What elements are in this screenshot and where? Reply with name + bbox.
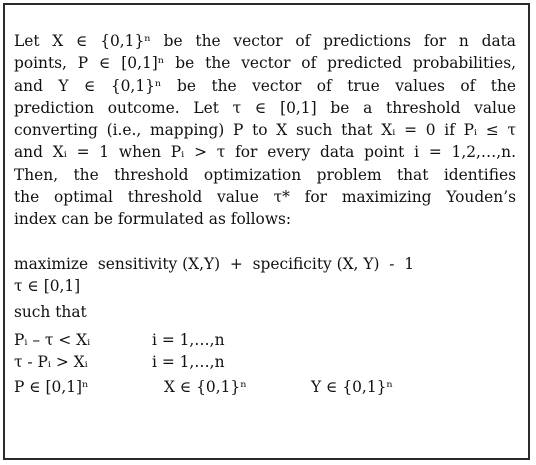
domain-row [14, 376, 516, 398]
paragraph-line: Let X ∈ {0,1}ⁿ be the vector of predictions for n data [14, 32, 516, 50]
constraint-row [14, 351, 516, 373]
definition-paragraph [14, 30, 516, 231]
paragraph-line: the optimal threshold value τ* for maximizing Youden’s [14, 188, 516, 207]
constraint-range: i = 1,…,n [152, 330, 225, 349]
paragraph-line: prediction outcome. Let τ ∈ [0,1] be a threshold value [14, 98, 516, 117]
paragraph-line: and Xᵢ = 1 when Pᵢ > τ for every data point i = 1,2,…,n. [14, 143, 516, 162]
constraint-expression: Pᵢ – τ < Xᵢ [14, 330, 91, 349]
domain-p: P ∈ [0,1]ⁿ [14, 378, 89, 397]
constraint-range: i = 1,…,n [152, 352, 225, 371]
paragraph-line: index can be formulated as follows: [14, 210, 292, 229]
constraint-row [14, 329, 516, 351]
objective-line: maximize sensitivity (X,Y) + specificity (X, Y) - 1 [14, 254, 415, 273]
such-that-label: such that [14, 303, 87, 322]
domain-x: X ∈ {0,1}ⁿ [164, 378, 247, 397]
domain-y: Y ∈ {0,1}ⁿ [311, 378, 394, 397]
paragraph-line: and Y ∈ {0,1}ⁿ be the vector of true values of the [14, 76, 516, 95]
formulation-content [14, 30, 516, 398]
constraint-expression: τ - Pᵢ > Xᵢ [14, 352, 88, 371]
paragraph-line: points, P ∈ [0,1]ⁿ be the vector of predicted probabilities, [14, 54, 516, 73]
optimization-problem [14, 253, 516, 399]
paragraph-line: converting (i.e., mapping) P to X such that Xᵢ = 0 if Pᵢ ≤ τ [14, 121, 516, 140]
decision-variable: τ ∈ [0,1] [14, 276, 81, 295]
paragraph-line: Then, the threshold optimization problem that identifies [14, 165, 516, 184]
